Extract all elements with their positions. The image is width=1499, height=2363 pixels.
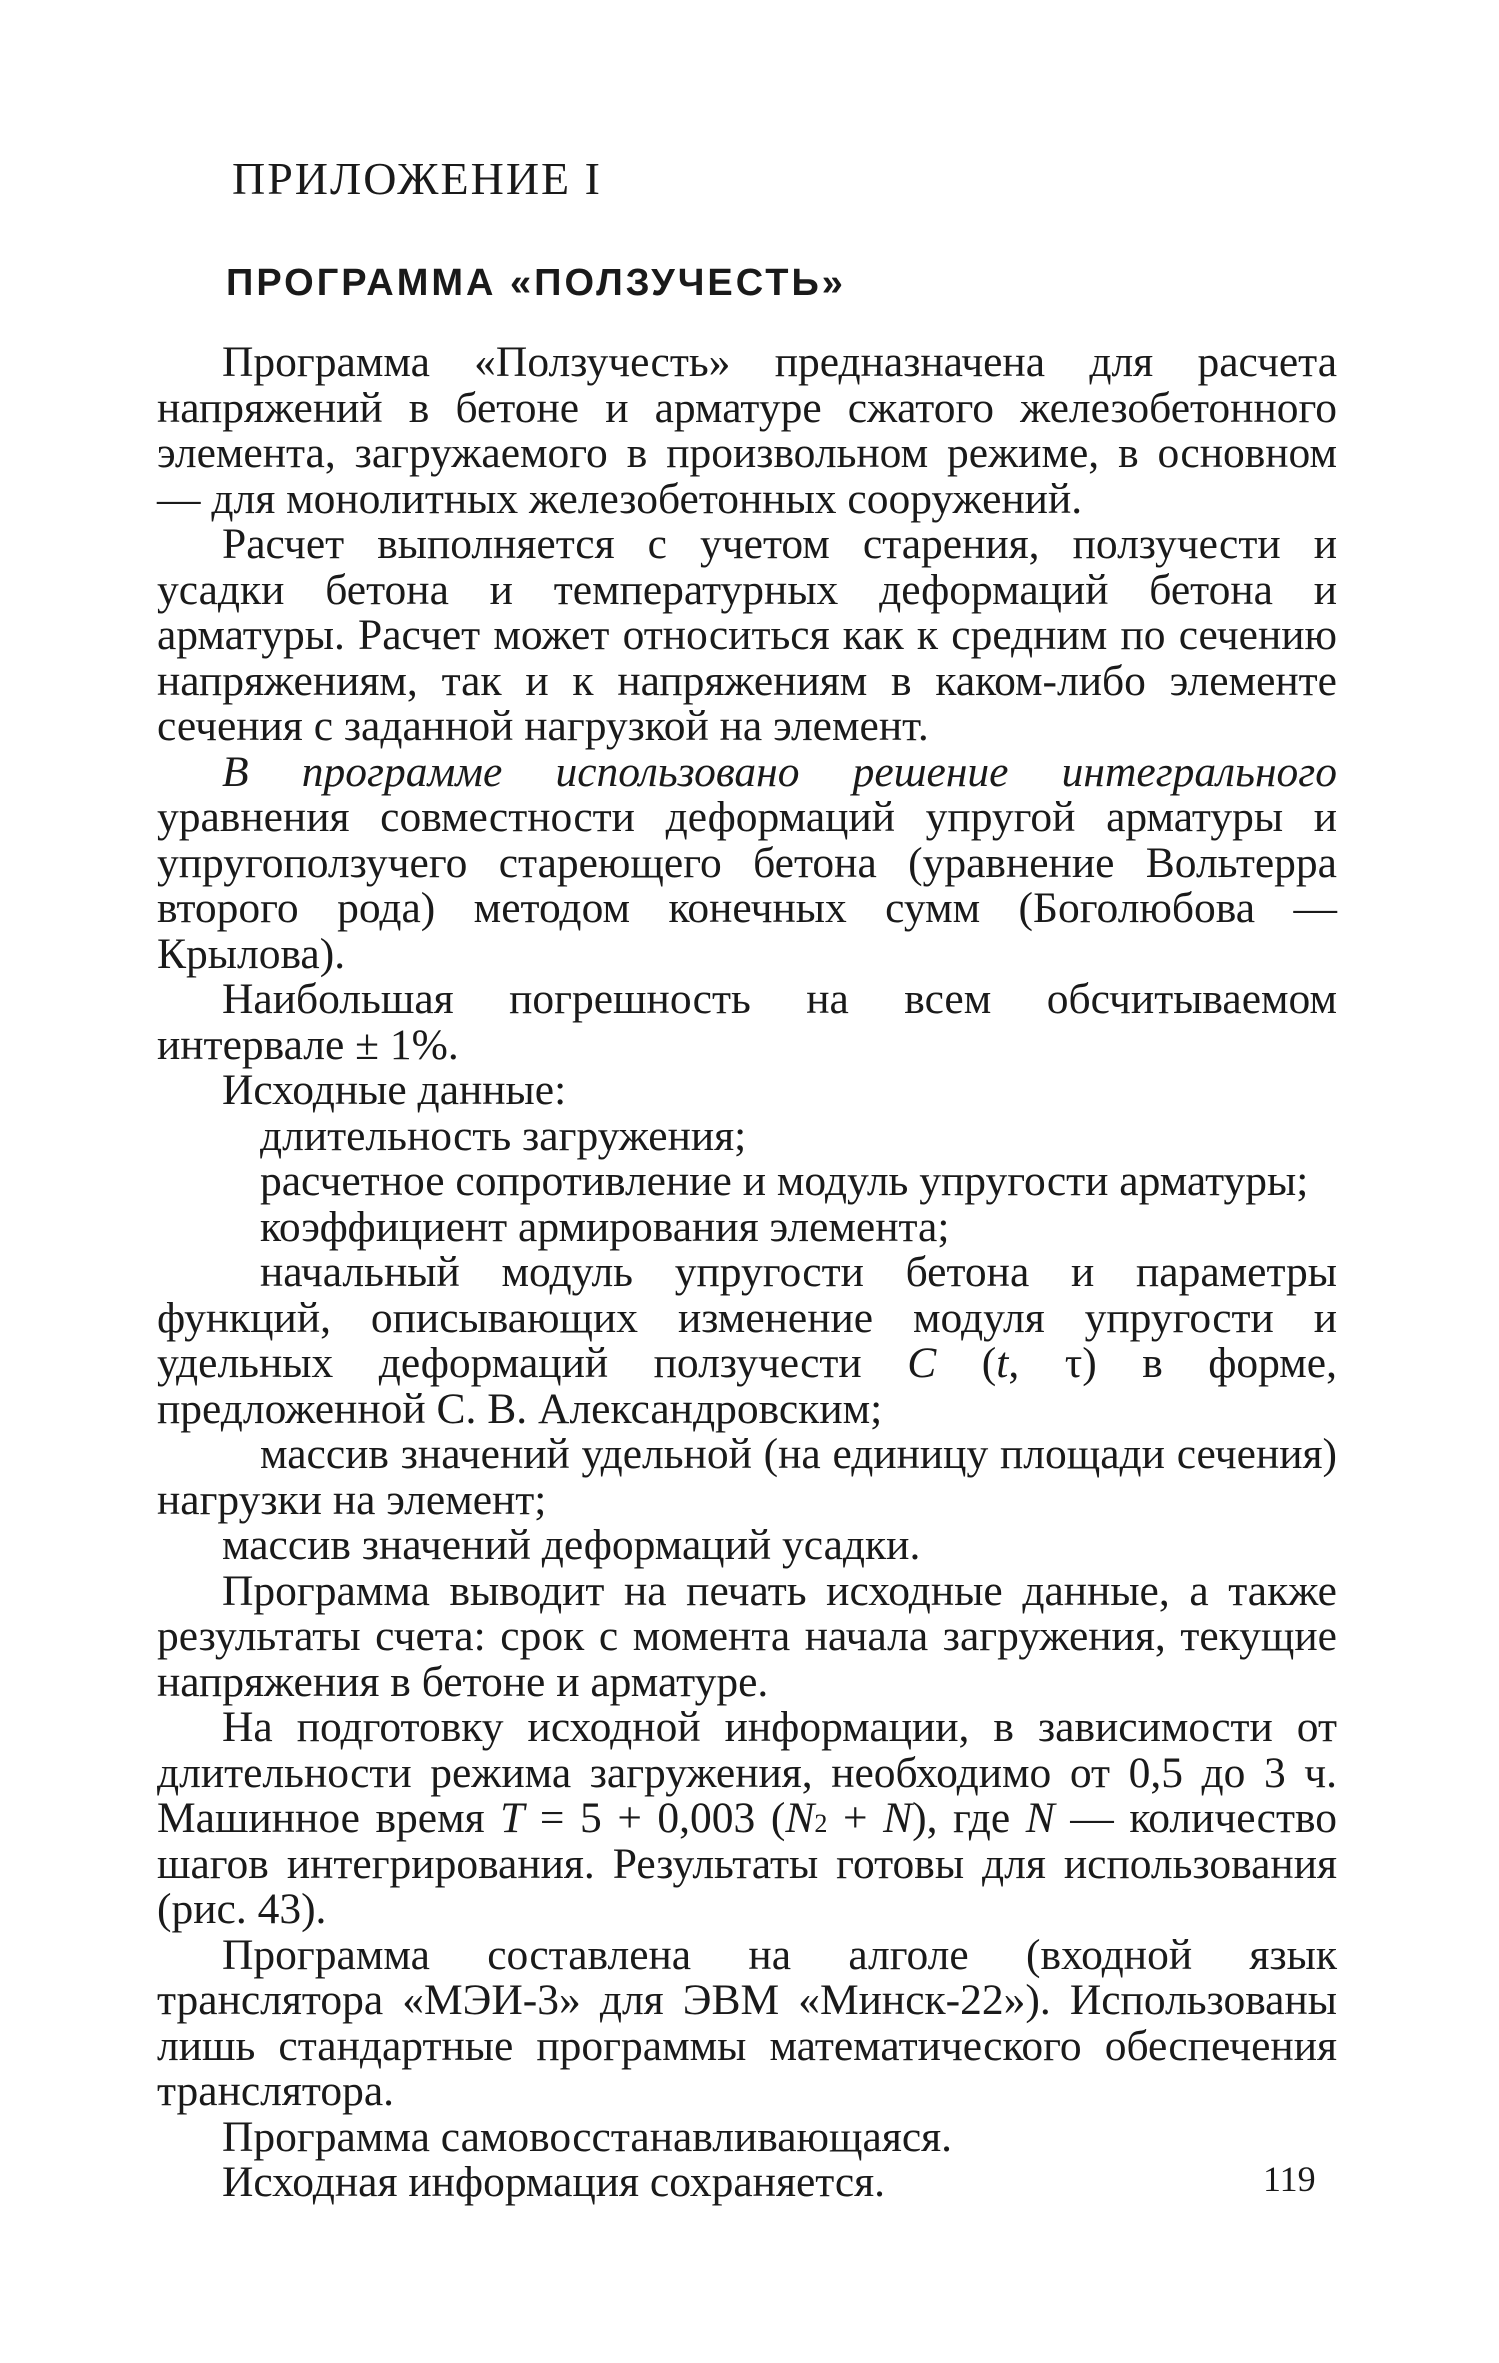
list-item: массив значений деформаций усадки. bbox=[222, 1521, 921, 1569]
method-italic-text: В программе использовано решение интегрального bbox=[222, 747, 1337, 796]
formula-symbol: N bbox=[1025, 1794, 1055, 1842]
formula-symbol: t bbox=[996, 1339, 1009, 1387]
list-item-text: , τ) в форме, предложенной С. В. Александровским; bbox=[157, 1339, 1337, 1433]
paragraph-output: Программа выводит на печать исходные данные, а также результаты счета: срок с момента начала загружения, текущие напряжения в бетоне и арматуре. bbox=[157, 1566, 1337, 1706]
time-text: На подготовку исходной информации, в зависимости от длительности режима загружения, необходимо от 0,5 до 3 ч. Машинное время bbox=[157, 1703, 1337, 1842]
paragraph-calculation: Расчет выполняется с учетом старения, ползучести и усадки бетона и температурных деформаций бетона и арматуры. Расчет может относиться как к средним по сечению напряжениям, так и к напряжениям в каком-либо элементе сечения с заданной нагрузкой на элемент. bbox=[157, 520, 1337, 750]
paragraph-purpose: Программа «Ползучесть» предназначена для расчета напряжений в бетоне и арматуре сжатого железобетонного элемента, загружаемого в произвольном режиме, в основном — для монолитных железобетонных сооружений. bbox=[157, 338, 1337, 523]
formula-symbol: N bbox=[785, 1794, 815, 1842]
paragraph-input-data: Исходные данные: bbox=[222, 1066, 567, 1114]
time-text: — количество шагов интегрирования. Результаты готовы для использования (рис. 43). bbox=[157, 1794, 1337, 1933]
list-item-text: начальный модуль упругости бетона и параметры функций, описывающих изменение модуля упругости и удельных деформаций ползучести bbox=[157, 1248, 1337, 1387]
time-text: ), где bbox=[912, 1794, 1026, 1842]
formula-symbol: N bbox=[883, 1794, 913, 1842]
body-text bbox=[157, 340, 1337, 2206]
list-item: расчетное сопротивление и модуль упругости арматуры; bbox=[260, 1157, 1309, 1205]
page-number: 119 bbox=[1263, 2159, 1316, 2199]
paragraph-method bbox=[157, 747, 1337, 978]
appendix-heading: ПРИЛОЖЕНИЕ I bbox=[232, 153, 602, 204]
program-title: ПРОГРАММА «ПОЛЗУЧЕСТЬ» bbox=[226, 262, 846, 304]
time-text: + bbox=[827, 1794, 884, 1842]
formula-symbol: T bbox=[500, 1794, 525, 1842]
formula-symbol: C bbox=[907, 1339, 937, 1387]
list-item: длительность загружения; bbox=[260, 1111, 747, 1160]
list-item: коэффициент армирования элемента; bbox=[260, 1202, 950, 1251]
paragraph-time bbox=[157, 1705, 1337, 1933]
time-text: = 5 + 0,003 ( bbox=[524, 1794, 786, 1842]
paragraph-language: Программа составлена на алголе (входной язык транслятора «МЭИ-3» для ЭВМ «Минск-22»). Использованы лишь стандартные программы математического обеспечения транслятора. bbox=[157, 1930, 1337, 2115]
paragraph-self-recovering: Программа самовосстанавливающаяся. bbox=[222, 2112, 953, 2161]
list-item bbox=[157, 1250, 1337, 1432]
list-item-text: ( bbox=[936, 1339, 997, 1387]
list-item: массив значений удельной (на единицу площади сечения) нагрузки на элемент; bbox=[157, 1430, 1337, 1524]
paragraph-error: Наибольшая погрешность на всем обсчитываемом интервале ± 1%. bbox=[157, 975, 1337, 1069]
formula-exponent: 2 bbox=[814, 1809, 828, 1838]
method-text: уравнения совместности деформаций упругой арматуры и упругоползучего стареющего бетона (уравнение Вольтерра второго рода) методом конечных сумм (Боголюбова — Крылова). bbox=[157, 793, 1337, 978]
paragraph-data-saved: Исходная информация сохраняется. bbox=[222, 2158, 886, 2206]
